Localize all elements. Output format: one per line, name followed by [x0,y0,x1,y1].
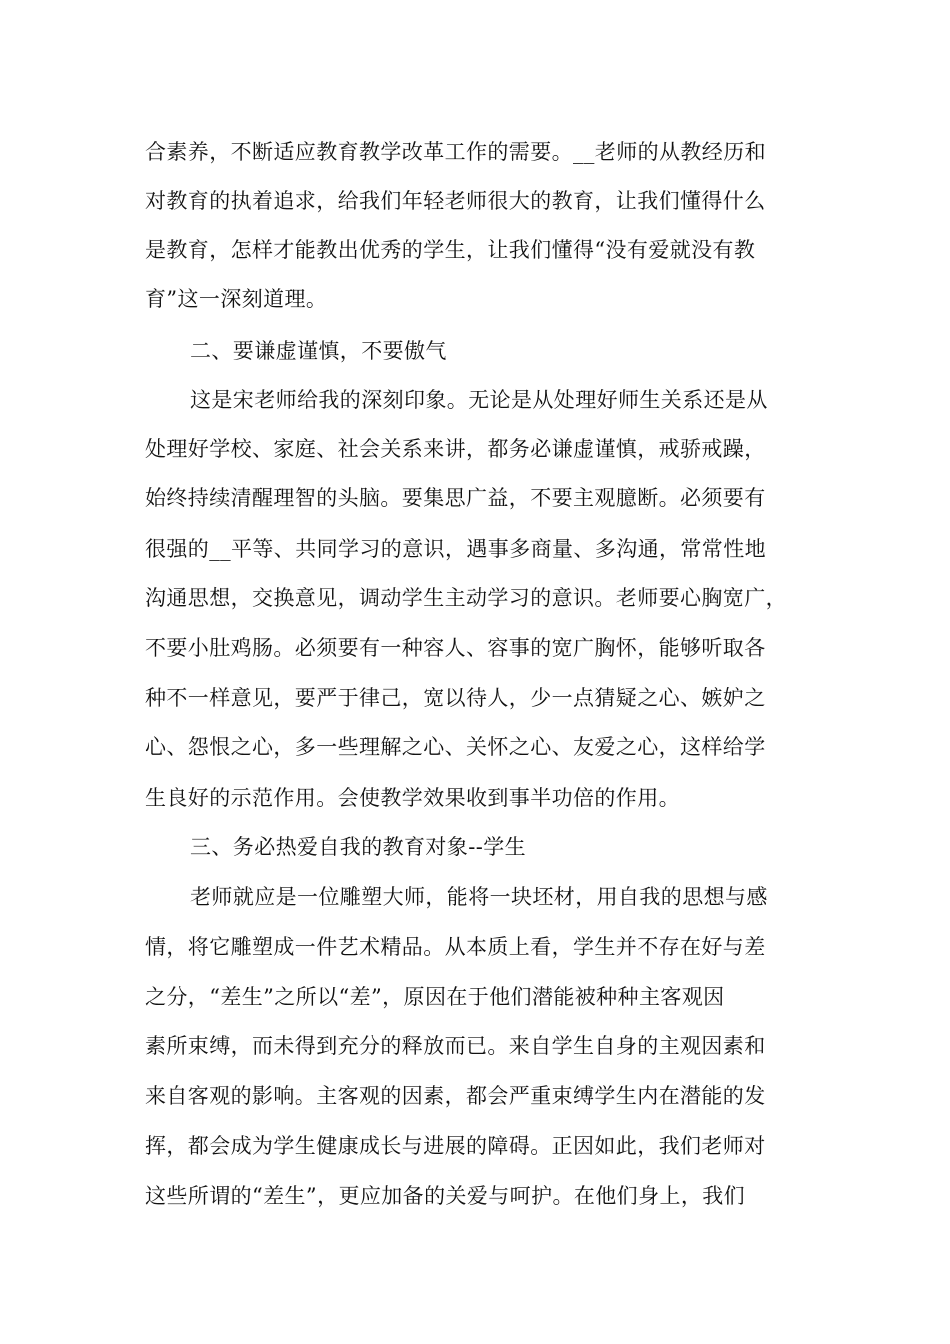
text-line: 这是宋老师给我的深刻印象。无论是从处理好师生关系还是从 [190,388,768,412]
text-line: 不要小肚鸡肠。必须要有一种容人、容事的宽广胸怀，能够听取各 [145,636,766,660]
text-line: 育”这一深刻道理。 [145,287,328,311]
text-line: 之分，“差生”之所以“差”，原因在于他们潜能被种种主客观因 [145,985,725,1009]
text-line: 很强的__平等、共同学习的意识，遇事多商量、多沟通，常常性地 [145,537,766,561]
text-line: 挥，都会成为学生健康成长与进展的障碍。正因如此，我们老师对 [145,1134,766,1158]
section-heading: 三、务必热爱自我的教育对象--学生 [190,835,526,859]
text-line: 对教育的执着追求，给我们年轻老师很大的教育，让我们懂得什么 [145,189,766,213]
text-line: 来自客观的影响。主客观的因素，都会严重束缚学生内在潜能的发 [145,1084,766,1108]
text-line: 始终持续清醒理智的头脑。要集思广益，不要主观臆断。必须要有 [145,486,766,510]
text-line: 沟通思想，交换意见，调动学生主动学习的意识。老师要心胸宽广， [145,586,787,610]
text-line: 这些所谓的“差生”，更应加备的关爱与呵护。在他们身上，我们 [145,1184,746,1208]
text-line: 老师就应是一位雕塑大师，能将一块坯材，用自我的思想与感 [190,885,768,909]
text-line: 处理好学校、家庭、社会关系来讲，都务必谦虚谨慎，戒骄戒躁， [145,437,766,461]
text-line: 是教育，怎样才能教出优秀的学生，让我们懂得“没有爱就没有教 [145,238,756,262]
section-heading: 二、要谦虚谨慎，不要傲气 [190,339,447,363]
text-line: 心、怨恨之心，多一些理解之心、关怀之心、友爱之心，这样给学 [145,735,766,759]
text-line: 种不一样意见，要严于律己，宽以待人，少一点猜疑之心、嫉妒之 [145,686,766,710]
text-line: 情，将它雕塑成一件艺术精品。从本质上看，学生并不存在好与差 [145,935,766,959]
text-line: 素所束缚，而未得到充分的释放而已。来自学生自身的主观因素和 [145,1034,766,1058]
text-line: 生良好的示范作用。会使教学效果收到事半功倍的作用。 [145,786,680,810]
text-line: 合素养，不断适应教育教学改革工作的需要。__老师的从教经历和 [145,140,766,164]
